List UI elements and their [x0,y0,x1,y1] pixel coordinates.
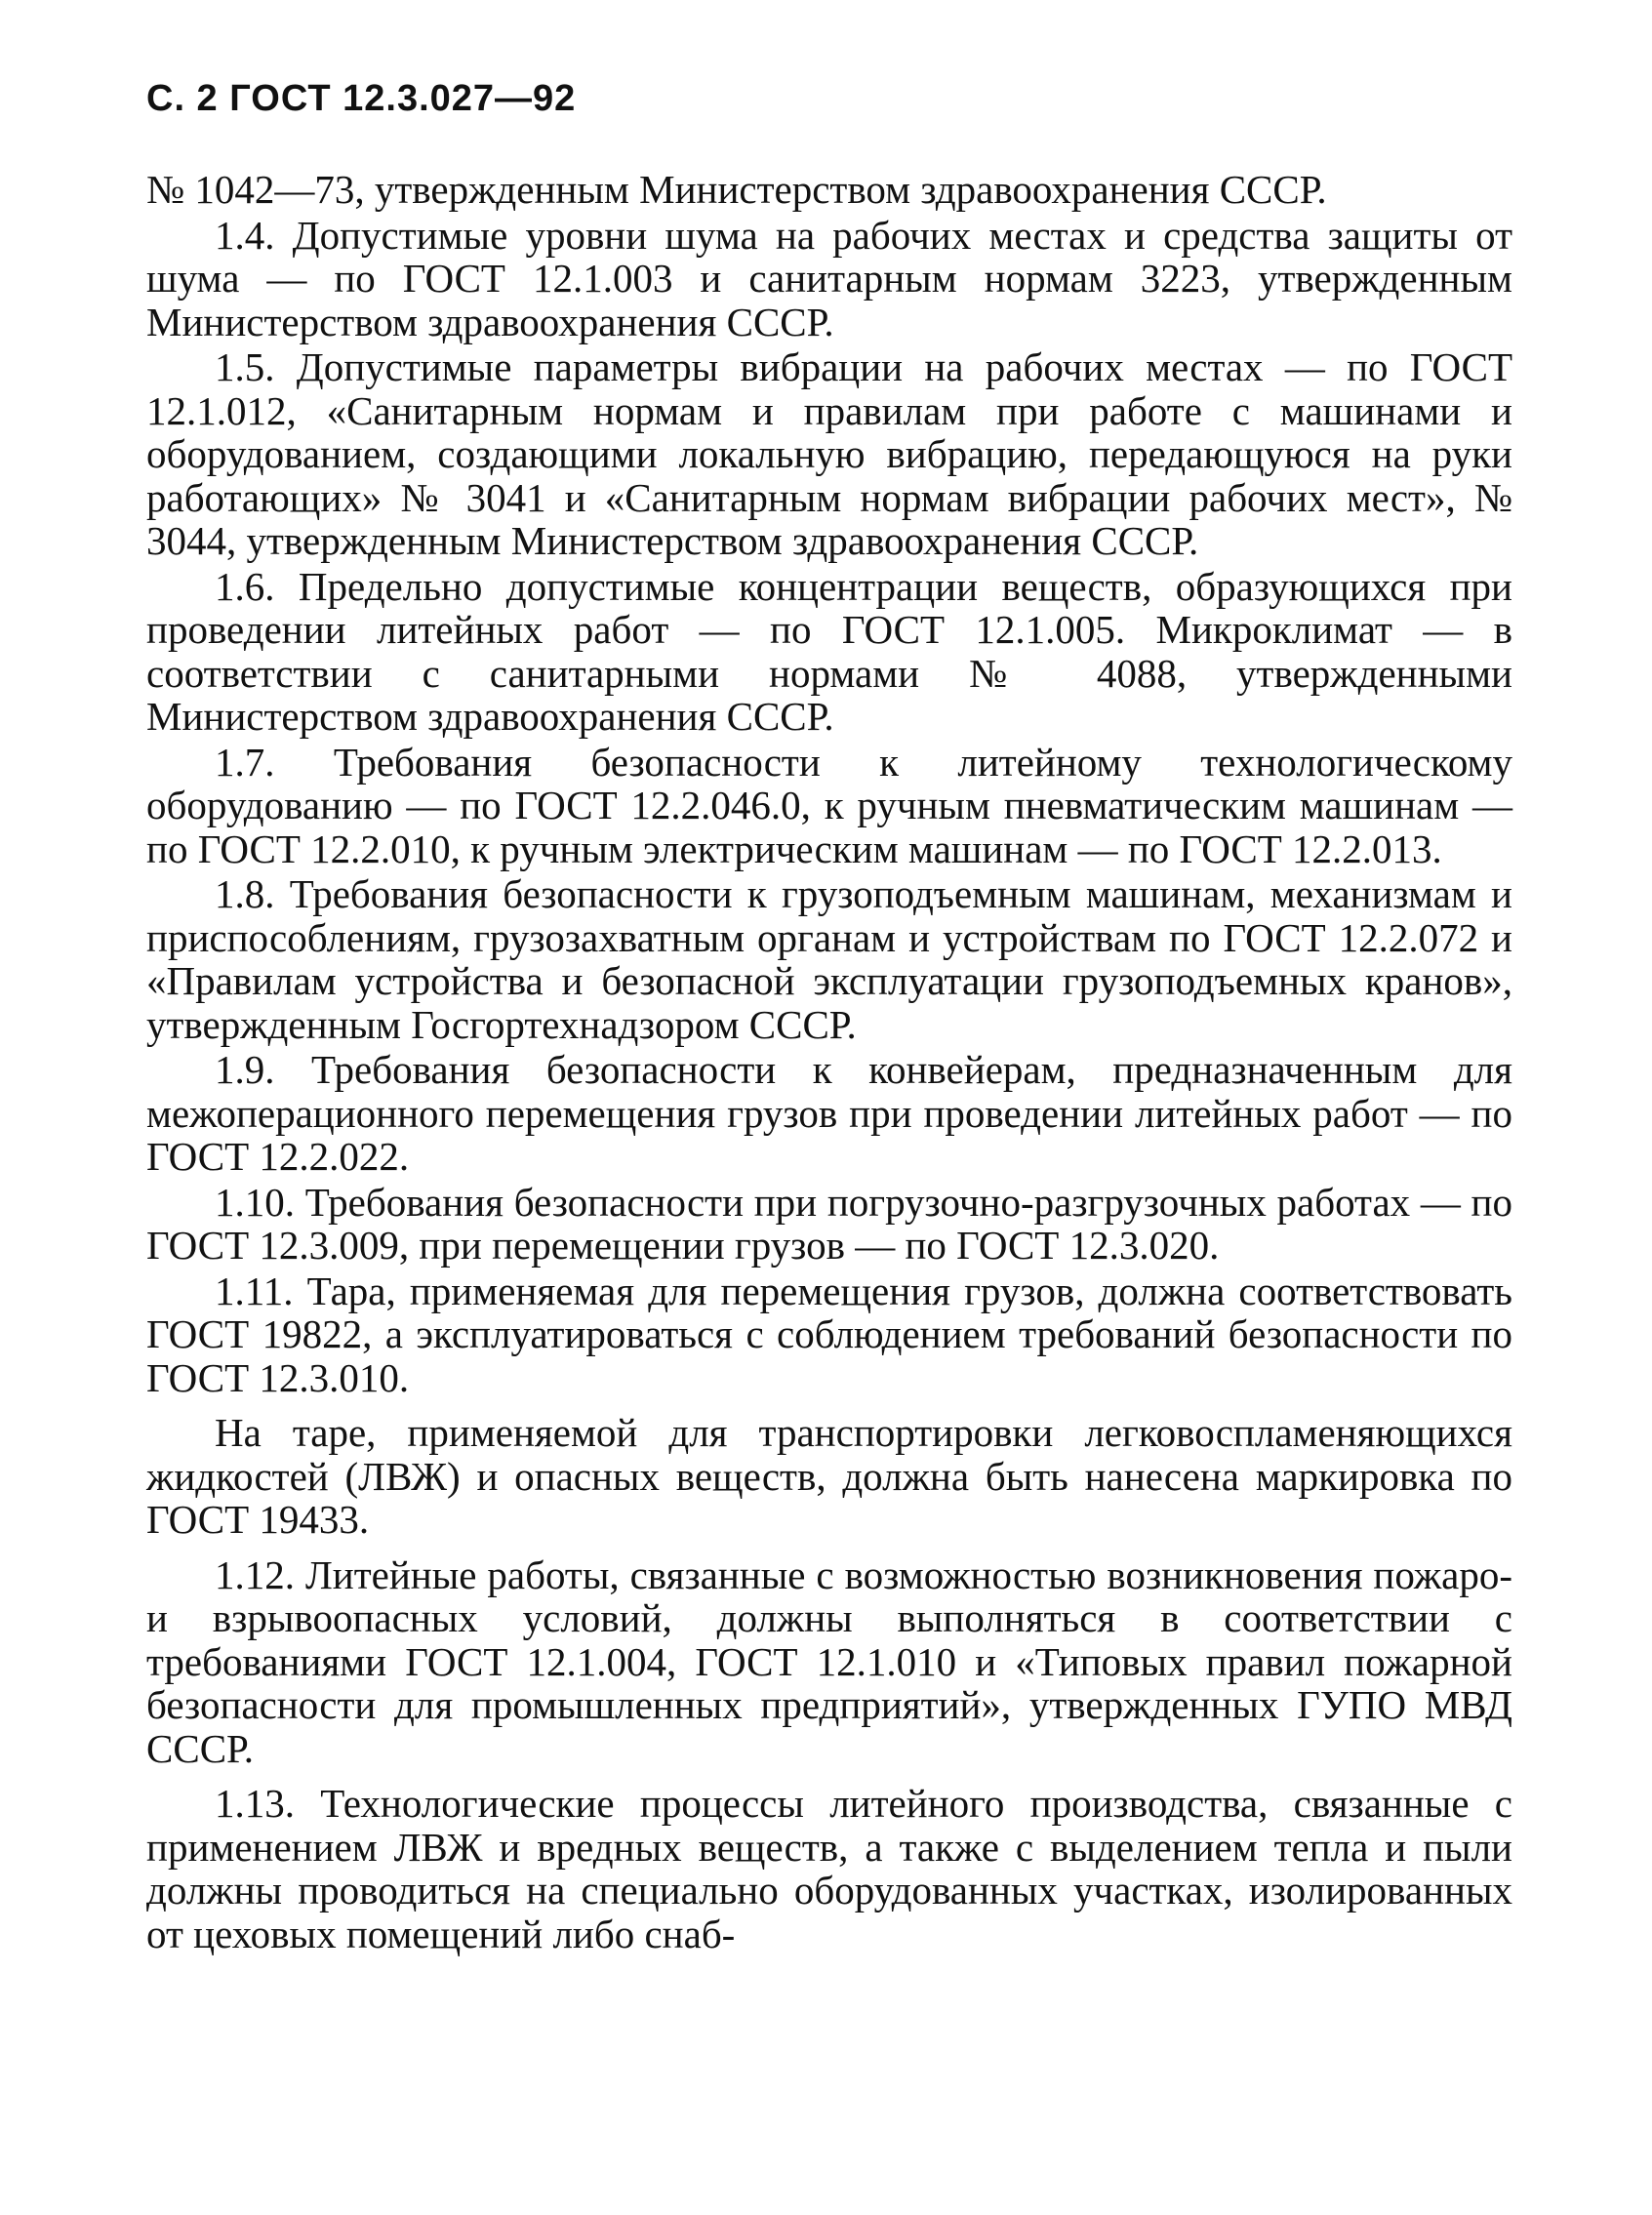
paragraph-1-11-tare: На таре, применяемой для транспортировки легковоспламеняющихся жидкостей (ЛВЖ) и опасных веществ, должна быть нанесена маркировка по ГОСТ 19433. [146,1410,1512,1542]
paragraph-1-11: 1.11. Тара, применяемая для перемещения грузов, должна соответствовать ГОСТ 19822, а эксплуатироваться с соблюдением требований безопасности по ГОСТ 12.3.010. [146,1268,1512,1400]
paragraph-1-10: 1.10. Требования безопасности при погрузочно-разгрузочных работах — по ГОСТ 12.3.009, при перемещении грузов — по ГОСТ 12.3.020. [146,1179,1512,1268]
paragraph-1-9: 1.9. Требования безопасности к конвейерам, предназначенным для межоперационного перемещения грузов при проведении литейных работ — по ГОСТ 12.2.022. [146,1047,1512,1179]
document-page [146,68,1512,1957]
paragraph-1-12: 1.12. Литейные работы, связанные с возможностью возникновения пожаро- и взрывоопасных условий, должны выполняться в соответствии с требованиями ГОСТ 12.1.004, ГОСТ 12.1.010 и «Типовых правил пожарной безопасности для промышленных предприятий», утвержденных ГУПО МВД СССР. [146,1551,1512,1771]
paragraph-1-5: 1.5. Допустимые параметры вибрации на рабочих местах — по ГОСТ 12.1.012, «Санитарным нормам и правилам при работе с машинами и оборудованием, создающими локальную вибрацию, передающуюся на руки работающих» № 3041 и «Санитарным нормам вибрации рабочих мест», № 3044, утвержденным Министерством здравоохранения СССР. [146,344,1512,563]
paragraph-1-6: 1.6. Предельно допустимые концентрации веществ, образующихся при проведении литейных работ — по ГОСТ 12.1.005. Микроклимат — в соответствии с санитарными нормами № 4088, утвержденными Министерством здравоохранения СССР. [146,563,1512,739]
paragraph-1-13: 1.13. Технологические процессы литейного производства, связанные с применением ЛВЖ и вредных веществ, а также с выделением тепла и пыли должны проводиться на специально оборудованных участках, изолированных от цеховых помещений либо снаб- [146,1781,1512,1956]
paragraph-1-8: 1.8. Требования безопасности к грузоподъемным машинам, механизмам и приспособлениям, грузозахватным органам и устройствам по ГОСТ 12.2.072 и «Правилам устройства и безопасной эксплуатации грузоподъемных кранов», утвержденным Госгортехнадзором СССР. [146,871,1512,1047]
paragraph-1-7: 1.7. Требования безопасности к литейному технологическому оборудованию — по ГОСТ 12.2.046.0, к ручным пневматическим машинам — по ГОСТ 12.2.010, к ручным электрическим машинам — по ГОСТ 12.2.013. [146,739,1512,871]
page-header: С. 2 ГОСТ 12.3.027—92 [146,78,577,119]
paragraph-1-4: 1.4. Допустимые уровни шума на рабочих местах и средства защиты от шума — по ГОСТ 12.1.003 и санитарным нормам 3223, утвержденным Министерством здравоохранения СССР. [146,212,1512,344]
paragraph-continuation: № 1042—73, утвержденным Министерством здравоохранения СССР. [146,167,1327,212]
